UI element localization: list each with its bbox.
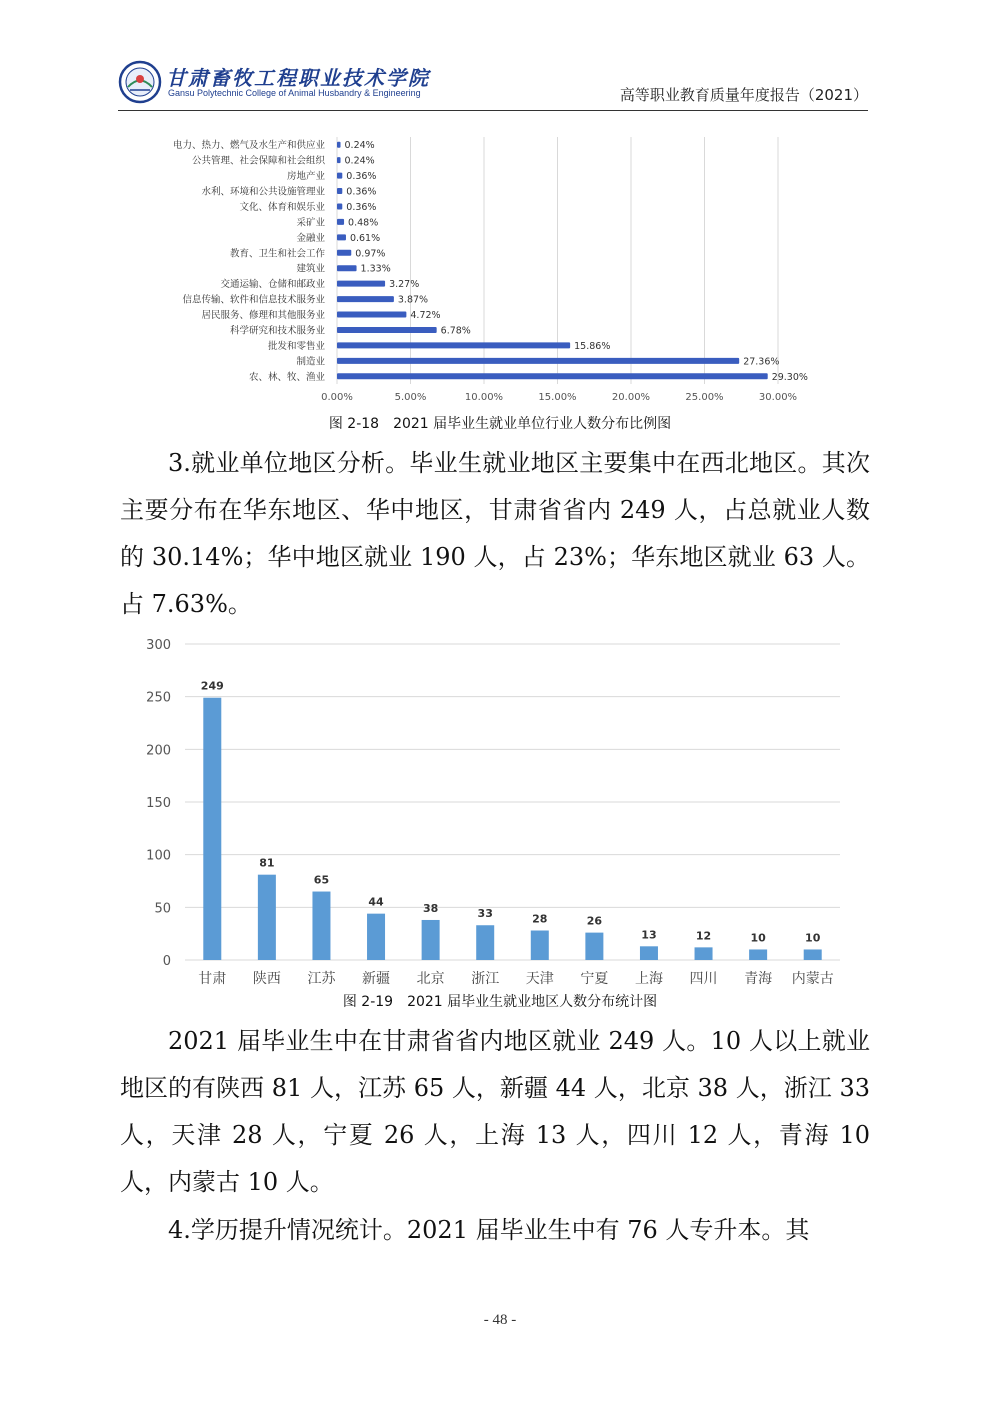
data-label: 4.72% [410, 310, 441, 322]
bar [422, 920, 440, 960]
data-label: 10 [750, 931, 766, 945]
page-header [118, 58, 868, 111]
category-label: 农、林、牧、渔业 [248, 371, 325, 383]
data-label: 0.61% [349, 232, 381, 244]
category-label: 批发和零售业 [267, 340, 325, 352]
category-label: 金融业 [296, 232, 325, 244]
category-label: 电力、热力、燃气及水生产和供应业 [172, 140, 325, 152]
data-label: 3.87% [397, 294, 429, 306]
data-label: 0.48% [348, 217, 379, 229]
industry-distribution-chart [150, 132, 850, 407]
bar [367, 914, 385, 960]
y-tick-label: 50 [154, 901, 171, 917]
data-label: 0.36% [346, 186, 377, 198]
category-label: 交通运输、仓储和邮政业 [220, 279, 325, 291]
school-name-en: Gansu Polytechnic College of Animal Husbandry & Engineering [168, 88, 421, 98]
data-label: 0.36% [346, 171, 377, 183]
bar [640, 946, 658, 960]
bar [337, 250, 351, 256]
bar [337, 203, 342, 209]
data-label: 38 [422, 901, 439, 915]
data-label: 26 [586, 914, 603, 928]
x-tick-label: 5.00% [394, 392, 427, 403]
figure-caption-industry: 图 2-18 2021 届毕业生就业单位行业人数分布比例图 [328, 416, 672, 432]
category-label: 天津 [525, 971, 554, 987]
region-distribution-chart [140, 632, 850, 994]
data-label: 13 [641, 928, 657, 942]
data-label: 1.33% [360, 263, 391, 275]
category-label: 水利、环境和公共设施管理业 [201, 186, 325, 198]
bar [337, 265, 357, 271]
data-label: 29.30% [771, 371, 808, 383]
bar [258, 875, 276, 960]
data-label: 6.78% [440, 325, 471, 337]
category-label: 采矿业 [296, 217, 325, 229]
category-label: 建筑业 [296, 263, 325, 275]
category-label: 江苏 [307, 971, 336, 987]
figure-caption-region: 图 2-19 2021 届毕业生就业地区人数分布统计图 [342, 994, 658, 1010]
bar [337, 173, 342, 179]
paragraph-text: 3.就业单位地区分析。毕业生就业地区主要集中在西北地区。其次主要分布在华东地区、华中地区，甘肃省省内 249 人，占总就业人数的 30.14%；华中地区就业 190 人，占 23%；华东地区就业 63 人。占 7.63%。 [120, 449, 870, 618]
bar [337, 342, 570, 348]
bar [337, 373, 768, 379]
bar [337, 358, 739, 364]
category-label: 内蒙古 [791, 971, 834, 987]
body-paragraph-region-summary [120, 1018, 870, 1206]
x-tick-label: 25.00% [685, 392, 724, 403]
category-label: 制造业 [296, 356, 325, 368]
x-tick-label: 10.00% [464, 392, 504, 403]
x-tick-label: 15.00% [538, 392, 577, 403]
bar [585, 933, 603, 960]
category-label: 宁夏 [580, 971, 609, 987]
y-tick-label: 200 [146, 743, 171, 759]
report-title: 高等职业教育质量年度报告（2021） [619, 86, 868, 104]
y-tick-label: 250 [146, 690, 171, 706]
bar [337, 327, 437, 333]
y-tick-label: 0 [162, 954, 171, 969]
college-logo-icon [118, 60, 162, 104]
bar [695, 947, 713, 960]
data-label: 12 [695, 929, 712, 943]
x-tick-label: 20.00% [611, 392, 651, 403]
paragraph-text: 2021 届毕业生中在甘肃省省内地区就业 249 人。10 人以上就业地区的有陕西 81 人，江苏 65 人，新疆 44 人，北京 38 人，浙江 33 人，天津 28 人，宁夏 26 人，上海 13 人，四川 12 人，青海 10 人，内蒙古 10 人。 [120, 1027, 870, 1196]
category-label: 上海 [634, 971, 663, 987]
school-name-cn: 甘肃畜牧工程职业技术学院 [166, 66, 430, 90]
bar [531, 931, 549, 960]
bar [476, 925, 494, 960]
bar [337, 157, 341, 163]
data-label: 0.24% [344, 140, 375, 152]
bar [203, 698, 221, 960]
category-label: 陕西 [252, 971, 281, 987]
bar [337, 188, 342, 194]
x-tick-label: 0.00% [321, 392, 353, 403]
data-label: 33 [477, 907, 493, 921]
bar [337, 142, 341, 148]
category-label: 教育、卫生和社会工作 [229, 248, 325, 260]
paragraph-text: 4.学历提升情况统计。2021 届毕业生中有 76 人专升本。其 [168, 1216, 810, 1244]
y-tick-label: 300 [146, 638, 171, 653]
bar [312, 892, 330, 960]
bar [337, 234, 346, 240]
data-label: 15.86% [574, 340, 611, 352]
y-tick-label: 150 [146, 796, 171, 811]
category-label: 北京 [416, 971, 445, 987]
body-paragraph-education [120, 1207, 870, 1254]
bar [337, 281, 385, 287]
category-label: 文化、体育和娱乐业 [239, 201, 325, 213]
data-label: 0.97% [355, 248, 386, 260]
category-label: 公共管理、社会保障和社会组织 [191, 155, 325, 167]
category-label: 信息传输、软件和信息技术服务业 [182, 294, 325, 306]
category-label: 房地产业 [286, 171, 325, 183]
bar [749, 949, 767, 960]
category-label: 青海 [744, 971, 773, 987]
data-label: 27.36% [743, 356, 780, 368]
category-label: 科学研究和技术服务业 [229, 325, 325, 337]
y-tick-label: 100 [146, 848, 171, 864]
bar [337, 296, 394, 302]
category-label: 新疆 [362, 971, 391, 987]
bar [804, 949, 822, 960]
category-label: 四川 [689, 971, 718, 987]
category-label: 浙江 [471, 971, 500, 987]
category-label: 居民服务、修理和其他服务业 [201, 310, 325, 322]
data-label: 65 [313, 873, 330, 887]
data-label: 0.24% [344, 155, 375, 167]
data-label: 249 [200, 679, 224, 693]
data-label: 28 [532, 912, 548, 926]
category-label: 甘肃 [198, 971, 227, 987]
data-label: 44 [368, 895, 384, 909]
x-tick-label: 30.00% [758, 392, 798, 403]
bar [337, 219, 344, 225]
body-paragraph-region-analysis [120, 440, 870, 628]
page-number: - 48 - [483, 1312, 517, 1328]
data-label: 10 [805, 931, 821, 945]
bar [337, 312, 406, 318]
data-label: 81 [259, 856, 275, 870]
data-label: 3.27% [389, 279, 420, 291]
data-label: 0.36% [346, 201, 377, 213]
